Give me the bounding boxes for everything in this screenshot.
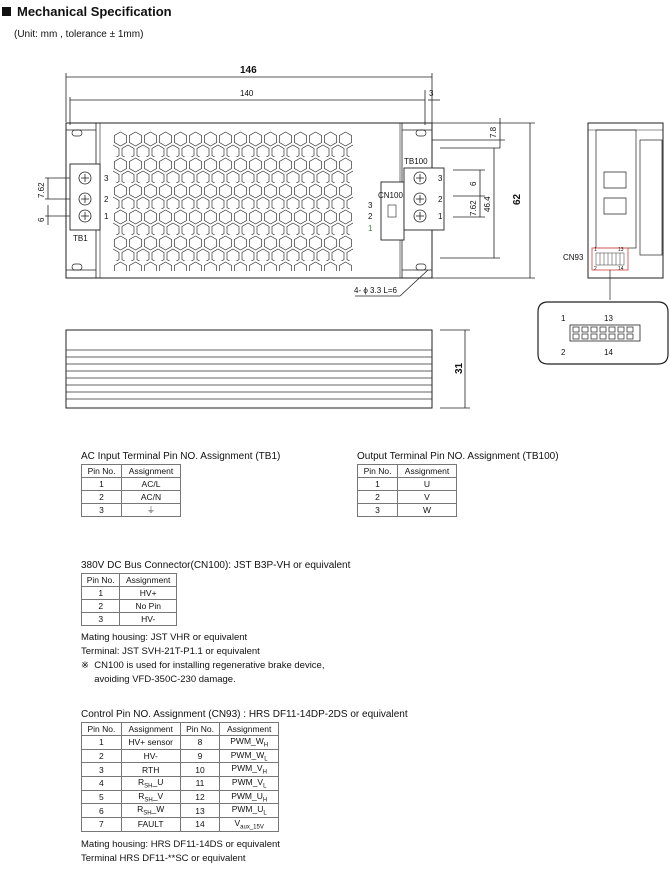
table-cell: 6 (82, 804, 122, 818)
table-row (82, 613, 177, 626)
table-cell: $PWM\_V_H$ (220, 763, 279, 777)
dim-mount-hole: 4- ϕ 3.3 L=6 (354, 286, 397, 295)
dim-pin-span: 46.4 (483, 196, 492, 212)
end-view (563, 123, 663, 300)
table-header-row (82, 723, 279, 736)
cn93-notes (81, 838, 280, 866)
table-row (358, 504, 457, 517)
side-view (66, 330, 432, 408)
table-header-row (82, 465, 181, 478)
table-cell: ⏚ (122, 504, 181, 517)
cn93-small-pin: 13 (618, 247, 624, 253)
table-row (82, 478, 181, 491)
tb1-pin-label: 1 (104, 212, 109, 221)
table-cell: 5 (82, 790, 122, 804)
table-cell: 1 (82, 736, 122, 750)
table-cell: $V_{aux\_15V}$ (220, 818, 279, 832)
cn93-zoom-pin: 13 (604, 314, 613, 323)
table-cell: 3 (82, 504, 122, 517)
table-row (82, 736, 279, 750)
table-cell: 3 (82, 613, 120, 626)
table-cell: RTH (121, 763, 180, 777)
tb100-label: TB100 (404, 157, 428, 166)
cn93-zoom-pin: 14 (604, 348, 613, 357)
table-cell: 2 (82, 749, 122, 763)
col-header: Assignment (122, 465, 181, 478)
note-line: Terminal: JST SVH-21T-P1.1 or equivalent (81, 646, 260, 657)
table-row (82, 790, 279, 804)
table-cell: FAULT (121, 818, 180, 832)
table-row (82, 818, 279, 832)
col-header: Pin No. (180, 723, 220, 736)
top-view (66, 123, 444, 278)
table-row (82, 749, 279, 763)
cn100-table (81, 573, 177, 626)
dim-top-offset: 7.8 (489, 126, 498, 138)
col-header: Pin No. (82, 574, 120, 587)
cn100-table-title: 380V DC Bus Connector(CN100): JST B3P-VH or equivalent (81, 560, 351, 571)
dim-overall-length: 146 (240, 65, 257, 76)
tb1-table (81, 464, 181, 517)
table-cell: 3 (358, 504, 398, 517)
note-line: Mating housing: HRS DF11-14DS or equivalent (81, 839, 280, 850)
dim-pitch-right: 7.62 (469, 200, 478, 216)
table-cell: 4 (82, 777, 122, 791)
col-header: Assignment (398, 465, 457, 478)
table-cell: 1 (82, 478, 122, 491)
cn100-label: CN100 (378, 191, 403, 200)
tb1-pin-label: 2 (104, 195, 109, 204)
table-row (82, 504, 181, 517)
table-cell: 2 (82, 600, 120, 613)
table-cell: 10 (180, 763, 220, 777)
col-header: Pin No. (82, 465, 122, 478)
table-row (358, 491, 457, 504)
cn100-pin-label: 1 (368, 224, 373, 233)
mechanical-drawing (0, 0, 670, 430)
col-header: Assignment (120, 574, 177, 587)
tb100-pin-label: 3 (438, 174, 443, 183)
note-line: avoiding VFD-350C-230 damage. (81, 674, 236, 685)
tb100-table-title: Output Terminal Pin NO. Assignment (TB100) (357, 451, 559, 462)
table-cell: 1 (358, 478, 398, 491)
unit-note: (Unit: mm , tolerance ± 1mm) (14, 29, 144, 40)
col-header: Assignment (121, 723, 180, 736)
table-cell: $R_{SH}\_U$ (121, 777, 180, 791)
note-line: ※ CN100 is used for installing regenerative brake device, (81, 660, 325, 671)
tb1-table-title: AC Input Terminal Pin NO. Assignment (TB1) (81, 451, 281, 462)
table-cell: $R_{SH}\_W$ (121, 804, 180, 818)
table-row (82, 763, 279, 777)
table-cell: 2 (82, 491, 122, 504)
dim-edge-offset: 3 (429, 89, 434, 98)
cn100-notes (81, 631, 324, 687)
table-cell: No Pin (120, 600, 177, 613)
cn93-zoom-pin: 1 (561, 314, 566, 323)
table-row (82, 804, 279, 818)
cn100-pin-label: 3 (368, 201, 373, 210)
cn93-label: CN93 (563, 253, 584, 262)
dim-inner-length: 140 (240, 89, 254, 98)
table-cell: HV- (120, 613, 177, 626)
table-header-row (358, 465, 457, 478)
table-header-row (82, 574, 177, 587)
tb1-label: TB1 (73, 234, 88, 243)
table-cell: 7 (82, 818, 122, 832)
section-title-text: Mechanical Specification (17, 4, 172, 19)
table-cell: HV+ sensor (121, 736, 180, 750)
tb100-pin-label: 2 (438, 195, 443, 204)
table-cell: $PWM\_W_L$ (220, 749, 279, 763)
table-cell: 8 (180, 736, 220, 750)
table-cell: $PWM\_V_L$ (220, 777, 279, 791)
table-row (82, 600, 177, 613)
table-cell: W (398, 504, 457, 517)
table-cell: $PWM\_W_H$ (220, 736, 279, 750)
table-cell: 1 (82, 587, 120, 600)
table-cell: 11 (180, 777, 220, 791)
dim-tb100-offset: 6 (469, 181, 478, 186)
table-row (82, 777, 279, 791)
col-header: Assignment (220, 723, 279, 736)
table-row (82, 587, 177, 600)
cn93-small-pin: 14 (618, 266, 624, 272)
table-cell: AC/L (122, 478, 181, 491)
table-cell: 2 (358, 491, 398, 504)
table-cell: 9 (180, 749, 220, 763)
table-cell: $PWM\_U_H$ (220, 790, 279, 804)
tb1-pin-label: 3 (104, 174, 109, 183)
cn93-table (81, 722, 279, 832)
dim-pitch-left: 7.62 (37, 182, 46, 198)
table-cell: 13 (180, 804, 220, 818)
cn93-zoom (538, 302, 668, 364)
vent-hex-pattern (113, 131, 353, 271)
table-cell: 3 (82, 763, 122, 777)
cn93-table-title: Control Pin NO. Assignment (CN93) : HRS DF11-14DP-2DS or equivalent (81, 709, 408, 720)
table-row (82, 491, 181, 504)
table-cell: AC/N (122, 491, 181, 504)
col-header: Pin No. (82, 723, 122, 736)
cn93-small-pin: 1 (594, 247, 597, 253)
cn93-small-pin: 2 (594, 266, 597, 272)
table-cell: HV- (121, 749, 180, 763)
dim-tb1-offset: 6 (37, 217, 46, 222)
table-cell: 14 (180, 818, 220, 832)
table-cell: V (398, 491, 457, 504)
table-cell: $R_{SH}\_V$ (121, 790, 180, 804)
table-cell: HV+ (120, 587, 177, 600)
tb100-pin-label: 1 (438, 212, 443, 221)
col-header: Pin No. (358, 465, 398, 478)
dim-thickness: 31 (454, 362, 465, 374)
note-line: Mating housing: JST VHR or equivalent (81, 632, 248, 643)
cn93-zoom-pin: 2 (561, 348, 566, 357)
table-row (358, 478, 457, 491)
note-line: Terminal HRS DF11-**SC or equivalent (81, 853, 246, 864)
tb100-table (357, 464, 457, 517)
cn100-pin-label: 2 (368, 212, 373, 221)
table-cell: 12 (180, 790, 220, 804)
table-cell: $PWM\_U_L$ (220, 804, 279, 818)
dim-height-total: 62 (512, 193, 523, 205)
table-cell: U (398, 478, 457, 491)
